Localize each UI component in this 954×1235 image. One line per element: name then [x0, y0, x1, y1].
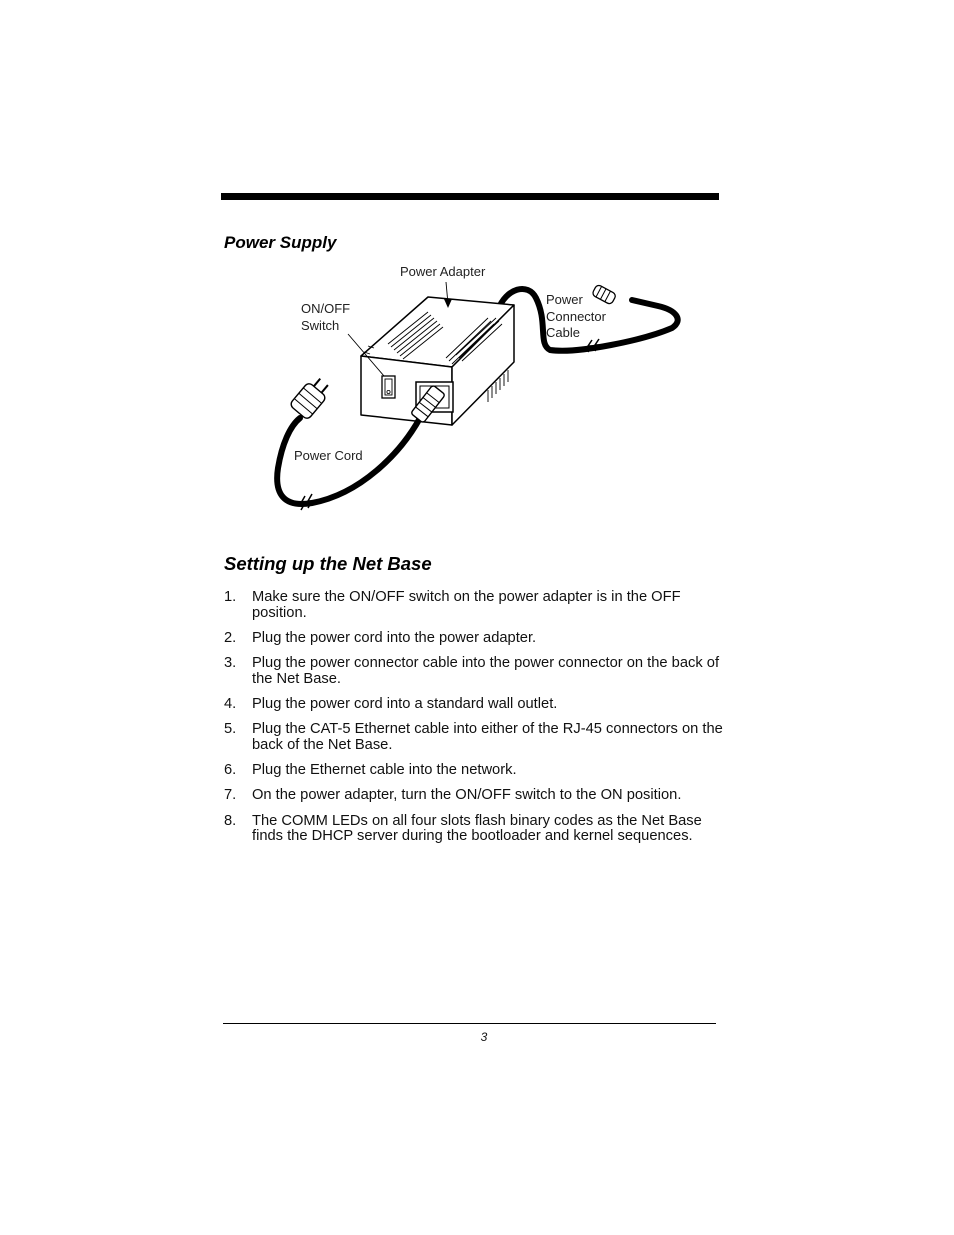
step-item — [224, 697, 724, 713]
callout-power-connector-cable: Power Connector Cable — [546, 292, 606, 340]
setup-steps-list — [224, 590, 724, 854]
step-number: 4. — [224, 695, 237, 712]
wall-plug — [289, 374, 333, 420]
top-rule — [221, 193, 719, 200]
step-text: Plug the Ethernet cable into the network. — [252, 761, 517, 778]
footer-rule — [223, 1023, 716, 1024]
step-number: 8. — [224, 812, 237, 829]
step-number: 6. — [224, 761, 237, 778]
callout-power-cord: Power Cord — [294, 448, 363, 463]
step-number: 1. — [224, 589, 237, 605]
step-item — [224, 763, 724, 779]
on-off-switch-graphic — [382, 376, 395, 398]
step-text: Plug the power connector cable into the power connector on the back of the Net Base. — [252, 655, 720, 687]
step-text: Plug the power cord into a standard wall outlet. — [252, 695, 558, 712]
step-text: Plug the CAT-5 Ethernet cable into either of the RJ-45 connectors on the back of the Net Base. — [252, 721, 723, 753]
step-number: 2. — [224, 629, 237, 646]
power-supply-heading: Power Supply — [224, 233, 337, 252]
step-number: 7. — [224, 787, 237, 804]
step-item — [224, 788, 724, 804]
power-supply-illustration — [260, 258, 700, 528]
step-text: Plug the power cord into the power adapter. — [252, 629, 537, 646]
step-item — [224, 631, 724, 647]
step-text: The COMM LEDs on all four slots flash binary codes as the Net Base finds the DHCP server during the bootloader and kernel sequences. — [252, 812, 702, 845]
step-text: Make sure the ON/OFF switch on the power adapter is in the OFF position. — [252, 589, 681, 621]
callout-power-adapter: Power Adapter — [400, 264, 486, 279]
step-number: 5. — [224, 721, 237, 738]
setup-heading: Setting up the Net Base — [224, 553, 432, 574]
power-supply-figure — [260, 258, 700, 528]
step-text: On the power adapter, turn the ON/OFF switch to the ON position. — [252, 787, 682, 804]
step-item — [224, 656, 724, 687]
callout-on-off-switch: ON/OFF Switch — [301, 301, 351, 333]
step-item — [224, 814, 724, 845]
step-number: 3. — [224, 655, 237, 672]
page-number: 3 — [480, 1030, 488, 1044]
step-item — [224, 590, 724, 621]
step-item — [224, 722, 724, 753]
